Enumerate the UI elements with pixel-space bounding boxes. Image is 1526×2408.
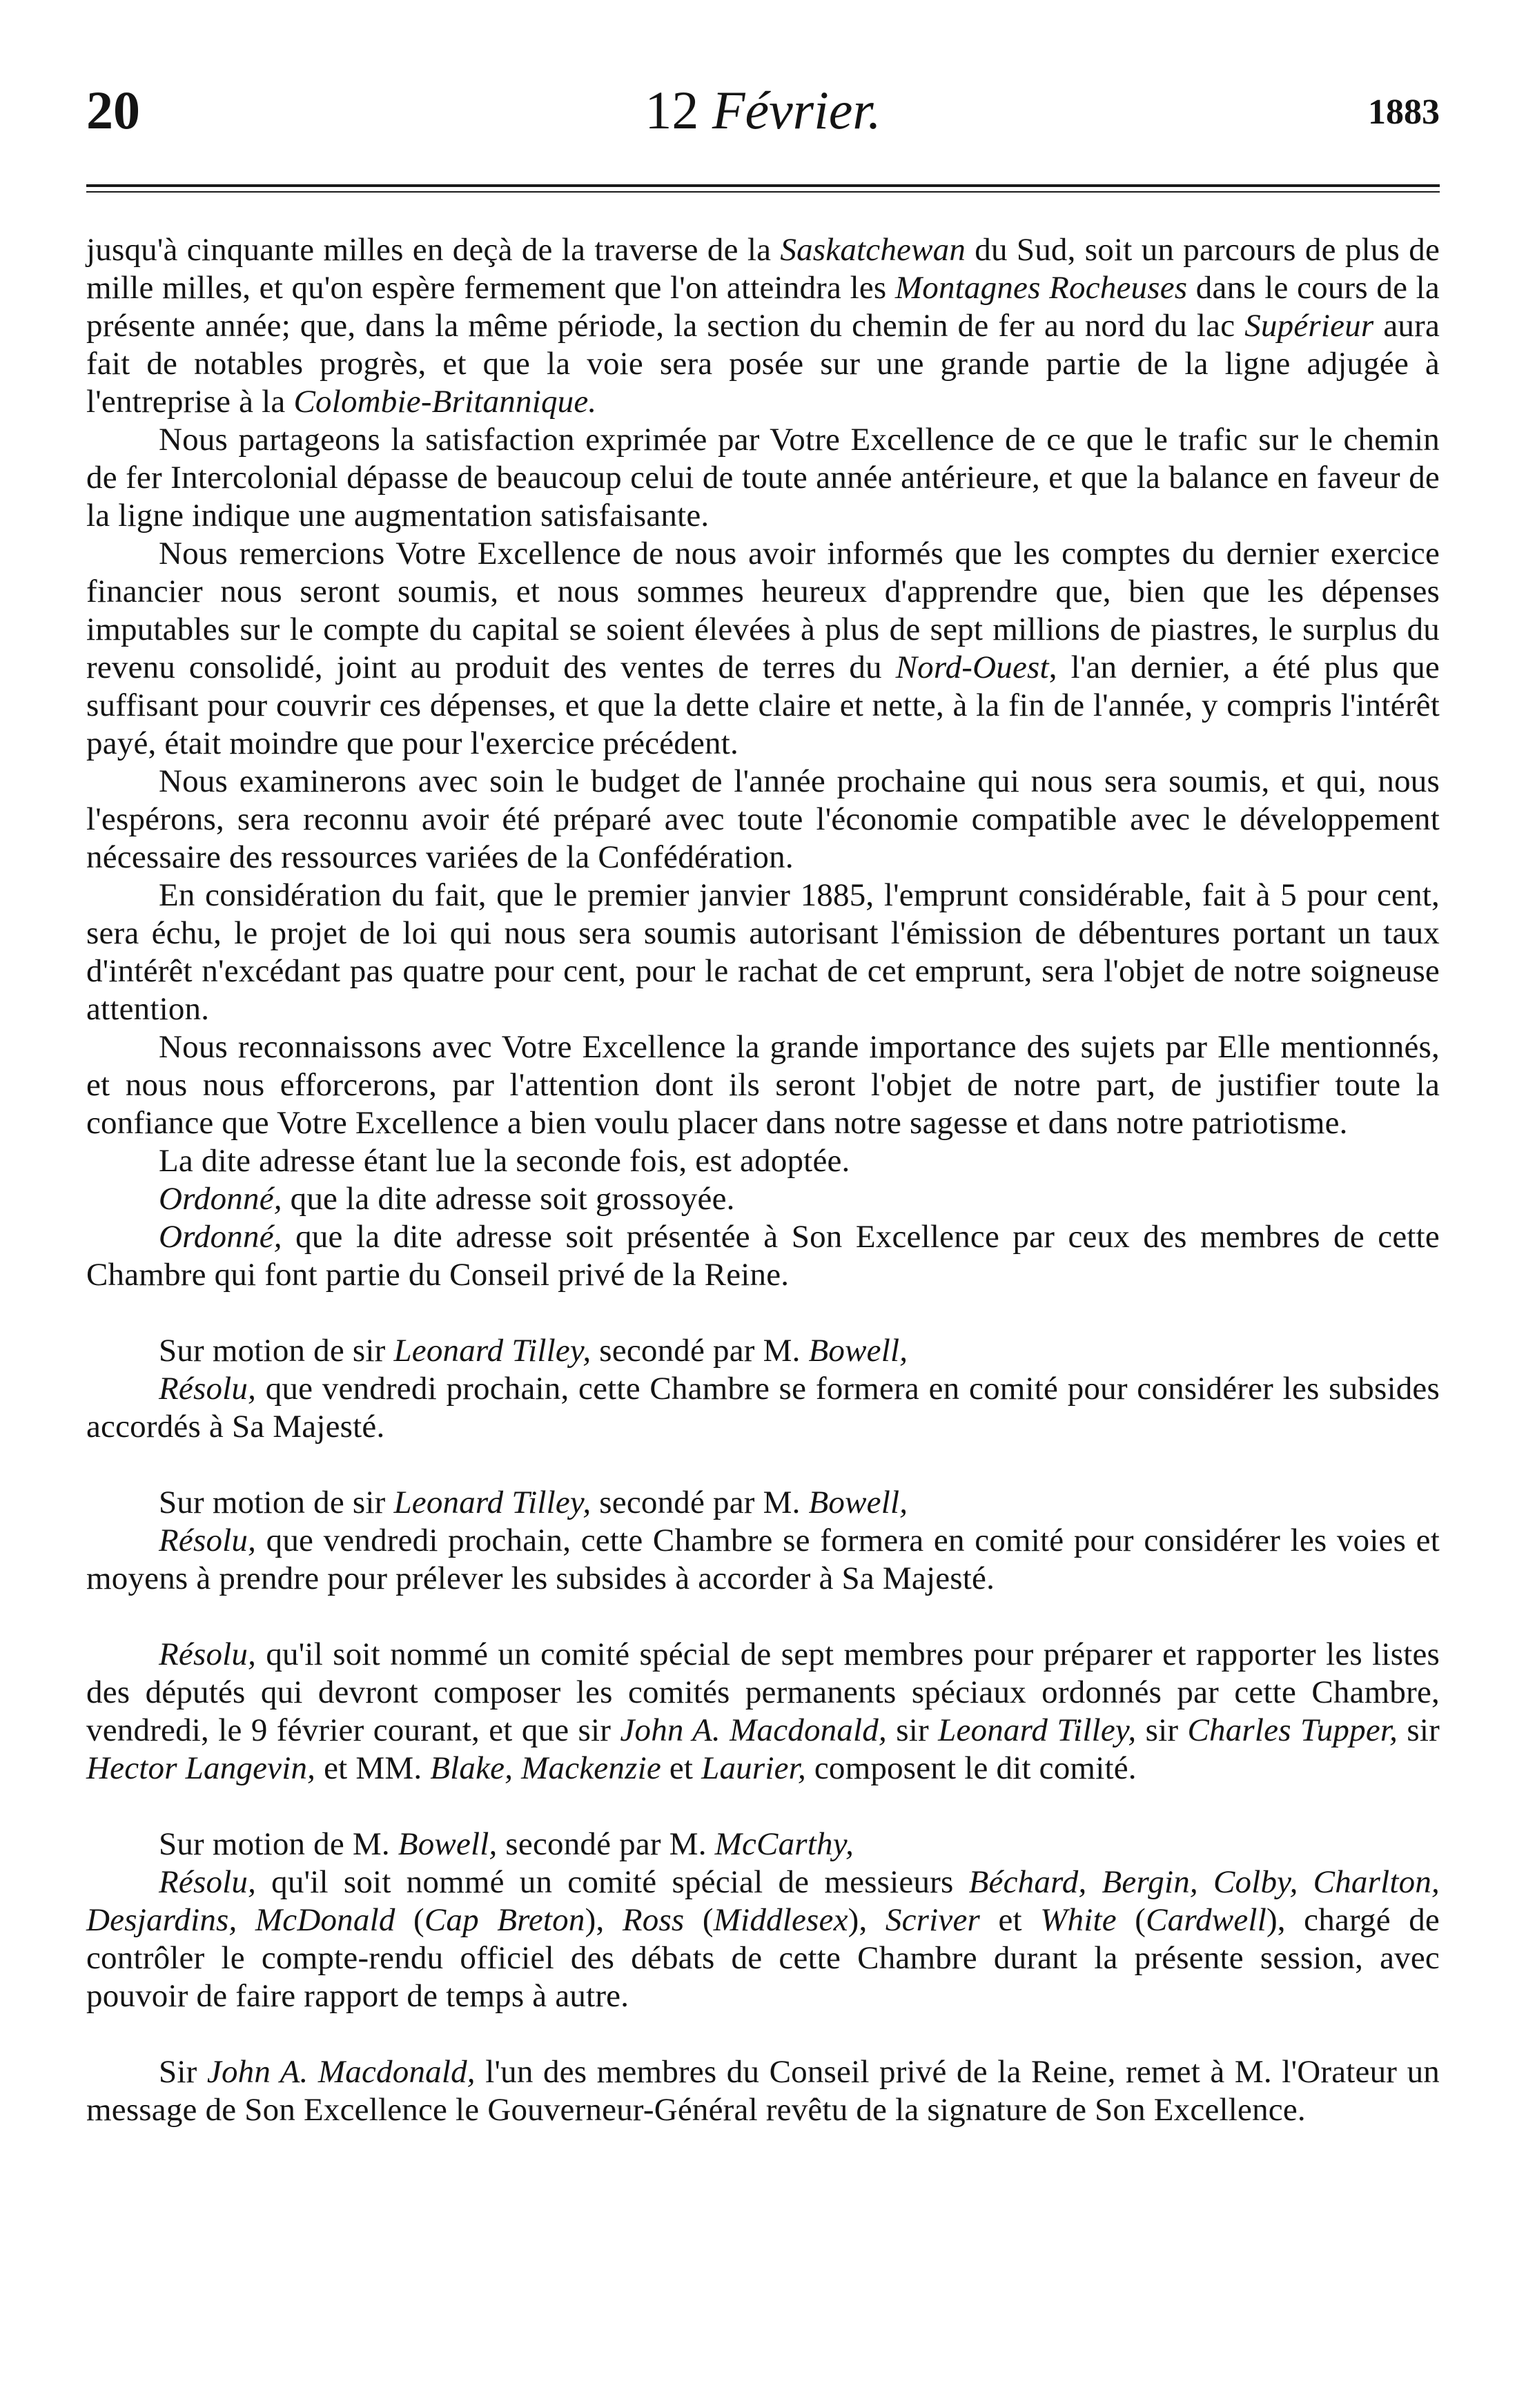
paragraph: jusqu'à cinquante milles en deçà de la traverse de la Saskatchewan du Sud, soit un parcours de plus de mille milles, et qu'on espère fermement que l'on atteindra les Montagnes Rocheuses dans le cours de la présente année; que, dans la même période, la section du chemin de fer au nord du lac Supérieur aura fait de notables progrès, et que la voie sera posée sur une grande partie de la ligne adjugée à l'entreprise à la Colombie-Britannique. [86,232,1440,420]
paragraph: En considération du fait, que le premier janvier 1885, l'emprunt considérable, fait à 5 pour cent, sera échu, le projet de loi qui nous sera soumis autorisant l'émission de débentures portant un taux d'intérêt n'excédant pas quatre pour cent, pour le rachat de cet emprunt, sera l'objet de notre soigneuse attention. [86,877,1440,1027]
resolution: Résolu, qu'il soit nommé un comité spécial de sept membres pour préparer et rapporter les listes des députés qui devront composer les comités permanents spéciaux ordonnés par cette Chambre, vendredi, le 9 février courant, et que sir John A. Macdonald, sir Leonard Tilley, sir Charles Tupper, sir Hector Langevin, et MM. Blake, Mackenzie et Laurier, composent le dit comité. [86,1636,1440,1786]
resolution: Résolu, que vendredi prochain, cette Chambre se formera en comité pour considérer les subsides accordés à Sa Majesté. [86,1371,1440,1445]
spacer [86,1294,1440,1332]
header-month: Février. [712,80,881,140]
header-date [86,79,1440,141]
paragraph: La dite adresse étant lue la seconde fois, est adoptée. [159,1143,850,1179]
header-year: 1883 [1368,92,1440,132]
header-rule [86,184,1440,187]
paragraph: Nous examinerons avec soin le budget de l'année prochaine qui nous sera soumis, et qui, nous l'espérons, sera reconnu avoir été préparé avec toute l'économie compatible avec le développement nécessaire des ressources variées de la Confédération. [86,763,1440,875]
resolution: Résolu, qu'il soit nommé un comité spécial de messieurs Béchard, Bergin, Colby, Charlton, Desjardins, McDonald (Cap Breton), Ross (Middlesex), Scriver et White (Cardwell), chargé de contrôler le compte-rendu officiel des débats de cette Chambre durant la présente session, avec pouvoir de faire rapport de temps à autre. [86,1864,1440,2014]
motion-heading: Sur motion de M. Bowell, secondé par M. McCarthy, [159,1826,854,1862]
header-day: 12 [645,80,699,140]
page-header [86,79,1440,155]
paragraph: Nous partageons la satisfaction exprimée par Votre Excellence de ce que le trafic sur le chemin de fer Intercolonial dépasse de beaucoup celui de toute année antérieure, et que la balance en faveur de la ligne indique une augmentation satisfaisante. [86,422,1440,534]
spacer [86,1446,1440,1484]
header-rule-thin [86,191,1440,193]
motion-heading: Sur motion de sir Leonard Tilley, secondé par M. Bowell, [159,1485,908,1520]
spacer [86,1598,1440,1636]
resolution: Résolu, que vendredi prochain, cette Chambre se formera en comité pour considérer les voies et moyens à prendre pour prélever les subsides à accorder à Sa Majesté. [86,1523,1440,1596]
paragraph: Ordonné, que la dite adresse soit grossoyée. [159,1181,735,1217]
paragraph: Nous remercions Votre Excellence de nous avoir informés que les comptes du dernier exercice financier nous seront soumis, et nous sommes heureux d'apprendre que, bien que les dépenses imputables sur le compte du capital se soient élevées à plus de sept millions de piastres, le surplus du revenu consolidé, joint au produit des ventes de terres du Nord-Ouest, l'an dernier, a été plus que suffisant pour couvrir ces dépenses, et que la dette claire et nette, à la fin de l'année, y compris l'intérêt payé, était moindre que pour l'exercice précédent. [86,536,1440,761]
paragraph: Sir John A. Macdonald, l'un des membres du Conseil privé de la Reine, remet à M. l'Orateur un message de Son Excellence le Gouverneur-Général revêtu de la signature de Son Excellence. [86,2054,1440,2128]
paragraph: Ordonné, que la dite adresse soit présentée à Son Excellence par ceux des membres de cette Chambre qui font partie du Conseil privé de la Reine. [86,1219,1440,1293]
spacer [86,2015,1440,2053]
page-number: 20 [86,80,140,140]
spacer [86,1788,1440,1825]
body-text [86,231,1440,2129]
motion-heading: Sur motion de sir Leonard Tilley, secondé par M. Bowell, [159,1333,908,1369]
paragraph: Nous reconnaissons avec Votre Excellence la grande importance des sujets par Elle mentionnés, et nous nous efforcerons, par l'attention dont ils seront l'objet de notre part, de justifier toute la confiance que Votre Excellence a bien voulu placer dans notre sagesse et dans notre patriotisme. [86,1029,1440,1141]
